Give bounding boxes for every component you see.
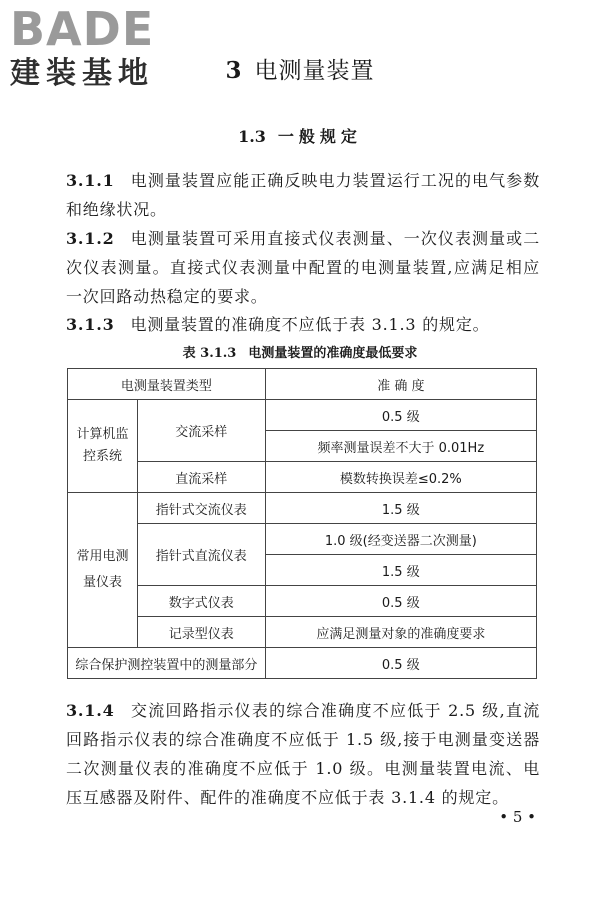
row-recorder-value: 应满足测量对象的准确度要求 bbox=[265, 617, 536, 648]
logo-tagline: 建装基地 bbox=[10, 56, 154, 91]
clause-number: 3.1.1 bbox=[66, 171, 115, 190]
row-analog-ac-label: 指针式交流仪表 bbox=[137, 493, 265, 524]
table-row bbox=[68, 462, 537, 493]
table-caption-title: 电测量装置的准确度最低要求 bbox=[248, 346, 418, 361]
chapter-title: 电测量装置 bbox=[254, 58, 375, 84]
row-ac-sampling-value-1: 0.5 级 bbox=[265, 400, 536, 431]
table-caption bbox=[0, 342, 600, 361]
row-analog-dc-value-1: 1.0 级(经变送器二次测量) bbox=[265, 524, 536, 555]
row-ac-sampling-value-2: 频率测量误差不大于 0.01Hz bbox=[265, 431, 536, 462]
header-accuracy: 准 确 度 bbox=[265, 369, 536, 400]
section-title: 一般规定 bbox=[277, 127, 362, 146]
row-ac-sampling-label: 交流采样 bbox=[137, 400, 265, 462]
group-common-instruments: 常用电测量仪表 bbox=[68, 493, 138, 648]
clause-text: 电测量装置可采用直接式仪表测量、一次仪表测量或二次仪表测量。直接式仪表测量中配置的电测量装置,应满足相应一次回路动热稳定的要求。 bbox=[66, 229, 540, 306]
table-row bbox=[68, 648, 537, 679]
table-caption-number: 表 3.1.3 bbox=[182, 346, 237, 361]
table-row bbox=[68, 493, 537, 524]
row-digital-value: 0.5 级 bbox=[265, 586, 536, 617]
header-type: 电测量装置类型 bbox=[68, 369, 266, 400]
accuracy-table bbox=[67, 368, 537, 679]
table-row bbox=[68, 586, 537, 617]
paragraph-3-1-3 bbox=[66, 310, 540, 339]
row-recorder-label: 记录型仪表 bbox=[137, 617, 265, 648]
section-number: 1.3 bbox=[238, 127, 266, 146]
paragraph-3-1-2 bbox=[66, 224, 540, 311]
table-header-row bbox=[68, 369, 537, 400]
table-row bbox=[68, 524, 537, 555]
row-digital-label: 数字式仪表 bbox=[137, 586, 265, 617]
chapter-heading bbox=[0, 52, 600, 85]
page-number: • 5 • bbox=[499, 808, 536, 826]
table-row bbox=[68, 400, 537, 431]
row-dc-sampling-value: 模数转换误差≤0.2% bbox=[265, 462, 536, 493]
chapter-number: 3 bbox=[225, 57, 243, 84]
clause-text: 电测量装置应能正确反映电力装置运行工况的电气参数和绝缘状况。 bbox=[66, 171, 540, 219]
group-computer-monitoring: 计算机监控系统 bbox=[68, 400, 138, 493]
row-analog-ac-value: 1.5 级 bbox=[265, 493, 536, 524]
row-dc-sampling-label: 直流采样 bbox=[137, 462, 265, 493]
clause-number: 3.1.3 bbox=[66, 315, 115, 334]
logo-brand: BADE bbox=[10, 2, 155, 56]
clause-number: 3.1.2 bbox=[66, 229, 115, 248]
paragraph-3-1-1 bbox=[66, 166, 540, 224]
row-analog-dc-value-2: 1.5 级 bbox=[265, 555, 536, 586]
row-protection-label: 综合保护测控装置中的测量部分 bbox=[68, 648, 266, 679]
table-row bbox=[68, 617, 537, 648]
paragraph-3-1-4 bbox=[66, 696, 540, 812]
row-protection-value: 0.5 级 bbox=[265, 648, 536, 679]
clause-text: 电测量装置的准确度不应低于表 3.1.3 的规定。 bbox=[130, 315, 490, 334]
row-analog-dc-label: 指针式直流仪表 bbox=[137, 524, 265, 586]
clause-number: 3.1.4 bbox=[66, 701, 115, 720]
clause-text: 交流回路指示仪表的综合准确度不应低于 2.5 级,直流回路指示仪表的综合准确度不应低于 1.5 级,接于电测量变送器二次测量仪表的准确度不应低于 1.0 级。电测量装置电流、电压互感器及附件、配件的准确度不应低于表 3.1.4 的规定。 bbox=[66, 701, 540, 807]
section-heading bbox=[0, 124, 600, 147]
